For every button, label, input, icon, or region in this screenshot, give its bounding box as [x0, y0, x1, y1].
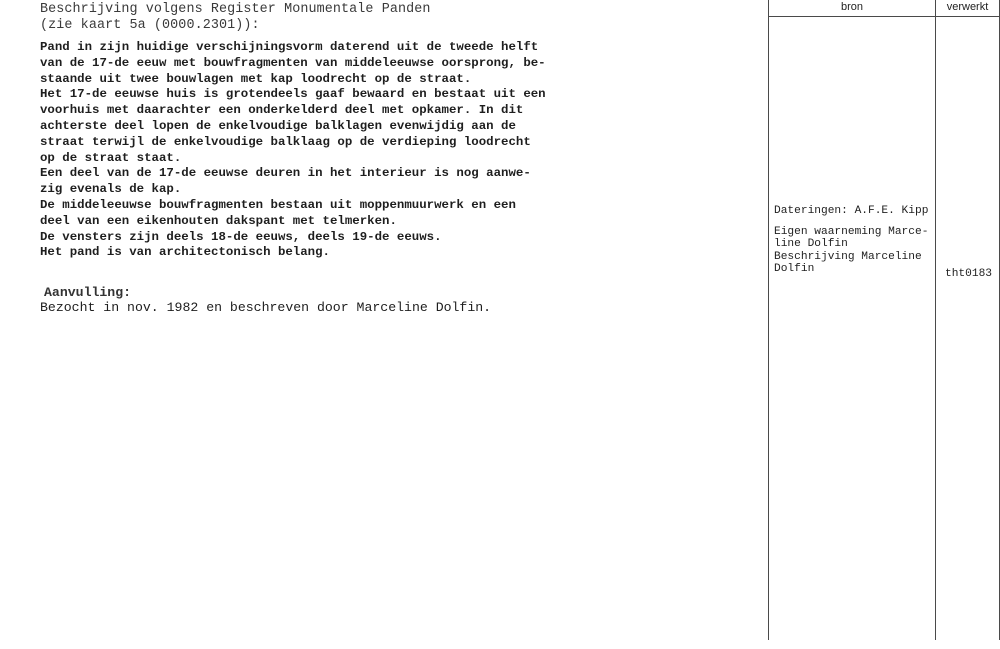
- column-header-rule: [768, 16, 1000, 17]
- header-title-line-1: Beschrijving volgens Register Monumentale Panden: [40, 2, 431, 17]
- description-line: Het 17-de eeuwse huis is grotendeels gaaf bewaard en bestaat uit een: [40, 87, 546, 102]
- verwerkt-column-divider: [935, 0, 936, 640]
- description-line: De middeleeuwse bouwfragmenten bestaan uit moppenmuurwerk en een: [40, 197, 516, 212]
- supplement-text: Bezocht in nov. 1982 en beschreven door Marceline Dolfin.: [40, 300, 492, 315]
- description-line: De vensters zijn deels 18-de eeuws, deels 19-de eeuws.: [40, 229, 442, 244]
- description-line: Een deel van de 17-de eeuwse deuren in het interieur is nog aanwe-: [40, 166, 531, 181]
- description-line: zig evenals de kap.: [40, 182, 182, 197]
- verwerkt-column-header: verwerkt: [946, 1, 989, 13]
- description-line: van de 17-de eeuw met bouwfragmenten van middeleeuwse oorsprong, be-: [40, 55, 546, 70]
- bron-column-header: bron: [840, 1, 864, 13]
- source-entry: Dateringen: A.F.E. Kipp: [774, 205, 929, 217]
- description-line: achterste deel lopen de enkelvoudige balklagen evenwijdig aan de: [40, 118, 516, 133]
- processed-code: tht0183: [945, 268, 992, 280]
- description-line: voorhuis met daarachter een onderkelderd deel met opkamer. In dit: [40, 103, 524, 118]
- supplement-heading: Aanvulling:: [44, 285, 132, 300]
- description-line: op de straat staat.: [40, 150, 182, 165]
- bron-column-divider: [768, 0, 769, 640]
- source-entry: Eigen waarneming Marce- line Dolfin Beschrijving Marceline Dolfin: [774, 226, 929, 275]
- description-line: Het pand is van architectonisch belang.: [40, 245, 330, 260]
- description-line: deel van een eikenhouten dakspant met telmerken.: [40, 213, 397, 228]
- monument-description: [40, 40, 546, 261]
- description-line: straat terwijl de enkelvoudige balklaag op de verdieping loodrecht: [40, 134, 531, 149]
- description-header: [40, 2, 431, 34]
- header-title-line-2: (zie kaart 5a (0000.2301)):: [40, 18, 260, 33]
- source-list: [774, 205, 944, 275]
- description-line: Pand in zijn huidige verschijningsvorm daterend uit de tweede helft: [40, 40, 539, 54]
- description-line: staande uit twee bouwlagen met kap loodrecht op de straat.: [40, 71, 472, 86]
